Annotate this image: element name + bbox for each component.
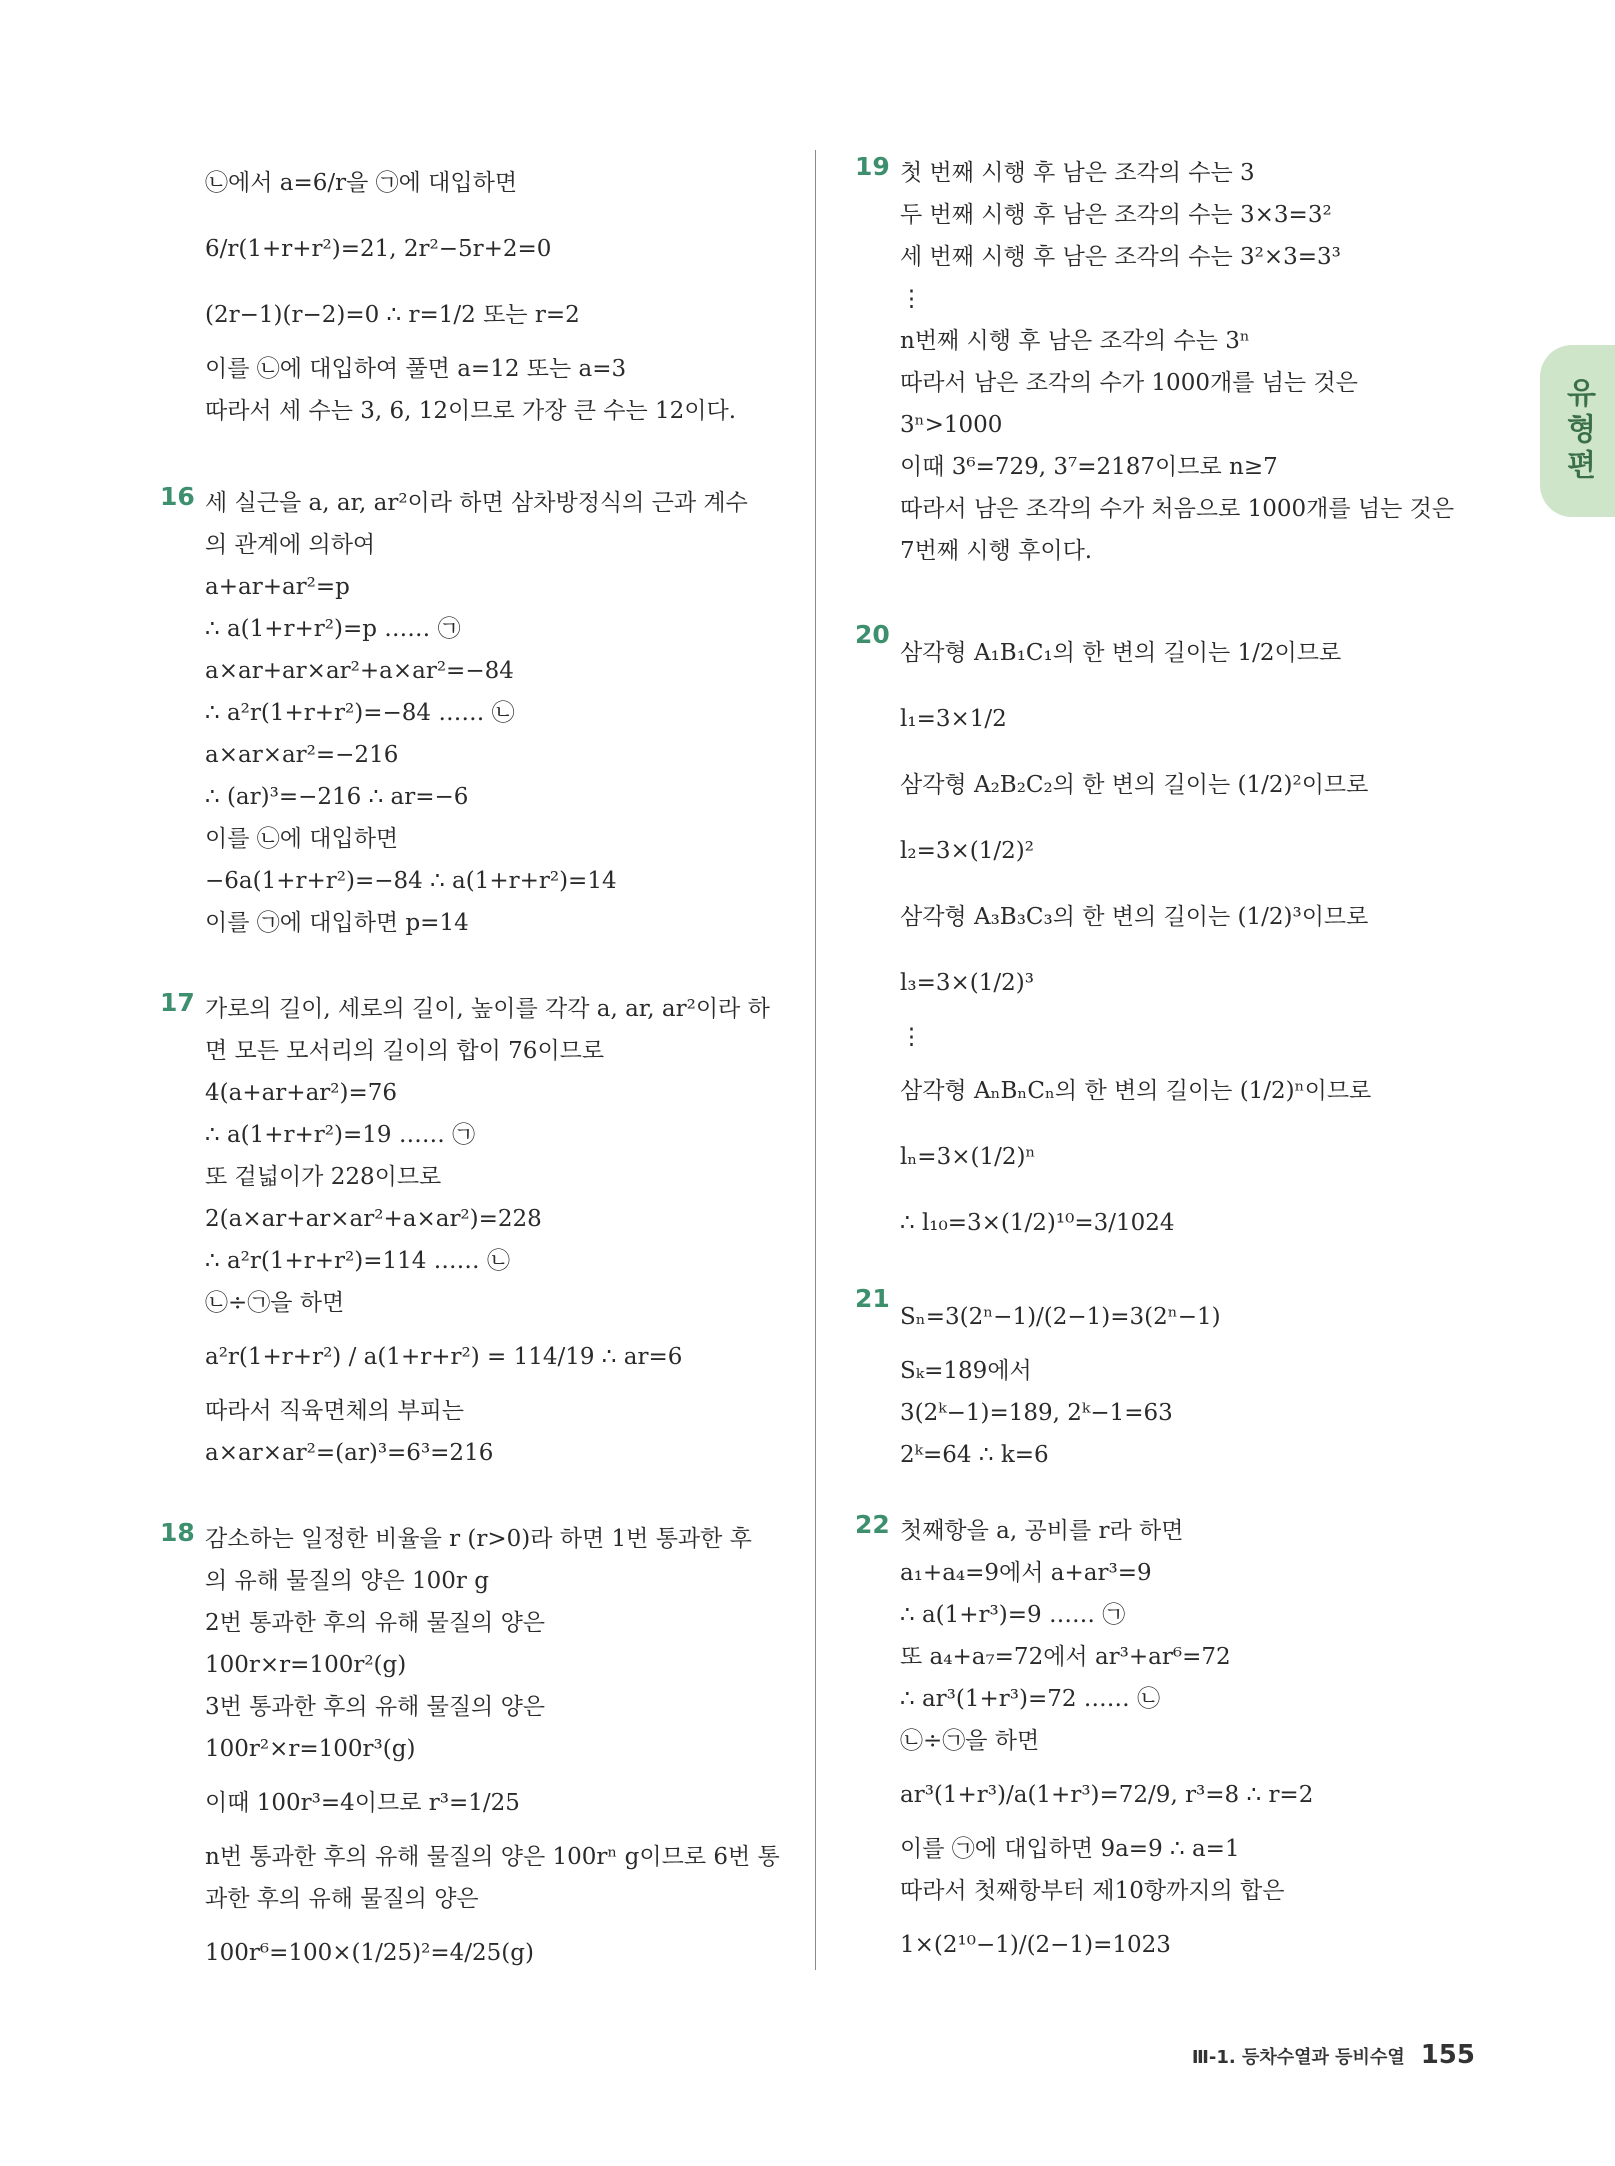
- solution-lines: [205, 150, 785, 432]
- solution-line: 가로의 길이, 세로의 길이, 높이를 각각 a, ar, ar²이라 하: [205, 996, 770, 1022]
- solution-line: l₂=3×(1/2)²: [900, 838, 1034, 864]
- problem-number: 18: [160, 1518, 195, 1547]
- solution-line: ∴ a(1+r+r²)=19 …… ㉠: [205, 1122, 476, 1148]
- solution-line: 따라서 남은 조각의 수가 처음으로 1000개를 넘는 것은: [900, 496, 1455, 522]
- solution-line: 세 번째 시행 후 남은 조각의 수는 3²×3=3³: [900, 244, 1341, 270]
- solution-line: 따라서 직육면체의 부피는: [205, 1398, 465, 1424]
- solution-line: 두 번째 시행 후 남은 조각의 수는 3×3=3²: [900, 202, 1332, 228]
- section-tab-label: 유형편: [1560, 377, 1596, 485]
- solution-line: ∴ a²r(1+r+r²)=−84 …… ㉡: [205, 700, 515, 726]
- problem-number: 20: [855, 620, 890, 649]
- solution-line: 의 유해 물질의 양은 100r g: [205, 1568, 489, 1594]
- solution-line: ar³(1+r³)/a(1+r³)=72/9, r³=8 ∴ r=2: [900, 1782, 1314, 1808]
- solution-lines: [900, 1284, 1495, 1476]
- solution-line: 이를 ㉠에 대입하면 9a=9 ∴ a=1: [900, 1836, 1240, 1862]
- solution-line: ∴ a(1+r³)=9 …… ㉠: [900, 1602, 1126, 1628]
- solution-line: 3ⁿ>1000: [900, 412, 1003, 438]
- solution-line: ∴ l₁₀=3×(1/2)¹⁰=3/1024: [900, 1210, 1175, 1236]
- solution-line: 삼각형 AₙBₙCₙ의 한 변의 길이는 (1/2)ⁿ이므로: [900, 1078, 1372, 1104]
- solution-lines: [900, 1510, 1495, 1978]
- solution-line: l₁=3×1/2: [900, 706, 1007, 732]
- problem-number: 21: [855, 1284, 890, 1313]
- solution-line: ∴ a²r(1+r+r²)=114 …… ㉡: [205, 1248, 510, 1274]
- solution-line: l₃=3×(1/2)³: [900, 970, 1034, 996]
- solution-line: a₁+a₄=9에서 a+ar³=9: [900, 1560, 1152, 1586]
- solution-lines: [205, 482, 785, 944]
- section-tab: [1540, 345, 1615, 517]
- solution-line: 의 관계에 의하여: [205, 532, 376, 558]
- solution-line: ⋮: [900, 286, 923, 312]
- solution-line: ∴ ar³(1+r³)=72 …… ㉡: [900, 1686, 1161, 1712]
- problem-number: 19: [855, 152, 890, 181]
- solution-line: 이를 ㉡에 대입하면: [205, 826, 399, 852]
- solution-line: n번 통과한 후의 유해 물질의 양은 100rⁿ g이므로 6번 통: [205, 1844, 780, 1870]
- chapter-title: Ⅲ-1. 등차수열과 등비수열: [1191, 2047, 1405, 2068]
- page-number: 155: [1420, 2040, 1475, 2070]
- solution-line: −6a(1+r+r²)=−84 ∴ a(1+r+r²)=14: [205, 868, 617, 894]
- solution-line: 4(a+ar+ar²)=76: [205, 1080, 398, 1106]
- problem-number: 16: [160, 482, 195, 511]
- solution-line: 첫 번째 시행 후 남은 조각의 수는 3: [900, 160, 1255, 186]
- solution-line: 면 모든 모서리의 길이의 합이 76이므로: [205, 1038, 605, 1064]
- solution-line: 이때 3⁶=729, 3⁷=2187이므로 n≥7: [900, 454, 1278, 480]
- solution-line: Sₖ=189에서: [900, 1358, 1032, 1384]
- solution-line: a²r(1+r+r²) / a(1+r+r²) = 114/19 ∴ ar=6: [205, 1344, 683, 1370]
- solution-line: 과한 후의 유해 물질의 양은: [205, 1886, 479, 1912]
- solution-line: ㉡÷㉠을 하면: [205, 1290, 345, 1316]
- solution-line: ∴ (ar)³=−216 ∴ ar=−6: [205, 784, 469, 810]
- solution-line: 이를 ㉡에 대입하여 풀면 a=12 또는 a=3: [205, 356, 627, 382]
- problem-number: 22: [855, 1510, 890, 1539]
- solution-line: 1×(2¹⁰−1)/(2−1)=1023: [900, 1932, 1171, 1958]
- solution-line: 100r²×r=100r³(g): [205, 1736, 416, 1762]
- solution-line: 감소하는 일정한 비율을 r (r>0)라 하면 1번 통과한 후: [205, 1526, 752, 1552]
- solution-line: 이때 100r³=4이므로 r³=1/25: [205, 1790, 520, 1816]
- solution-line: ㉡에서 a=6/r을 ㉠에 대입하면: [205, 170, 518, 196]
- solution-lines: [900, 620, 1495, 1256]
- solution-line: a×ar×ar²=(ar)³=6³=216: [205, 1440, 494, 1466]
- page-footer: [1192, 2040, 1475, 2070]
- solution-lines: [205, 1518, 785, 1986]
- solution-line: lₙ=3×(1/2)ⁿ: [900, 1144, 1036, 1170]
- solution-line: 7번째 시행 후이다.: [900, 538, 1093, 564]
- problem-number: 17: [160, 988, 195, 1017]
- solution-line: Sₙ=3(2ⁿ−1)/(2−1)=3(2ⁿ−1): [900, 1304, 1221, 1330]
- solution-line: 또 a₄+a₇=72에서 ar³+ar⁶=72: [900, 1644, 1231, 1670]
- solution-line: 100r⁶=100×(1/25)²=4/25(g): [205, 1940, 534, 1966]
- solution-line: a×ar×ar²=−216: [205, 742, 399, 768]
- solution-lines: [205, 988, 785, 1474]
- solution-line: ∴ a(1+r+r²)=p …… ㉠: [205, 616, 461, 642]
- solution-line: 따라서 세 수는 3, 6, 12이므로 가장 큰 수는 12이다.: [205, 398, 737, 424]
- solution-line: a+ar+ar²=p: [205, 574, 350, 600]
- solution-line: 삼각형 A₁B₁C₁의 한 변의 길이는 1/2이므로: [900, 640, 1342, 666]
- solution-line: 이를 ㉠에 대입하면 p=14: [205, 910, 469, 936]
- solution-line: 2번 통과한 후의 유해 물질의 양은: [205, 1610, 546, 1636]
- solution-line: 첫째항을 a, 공비를 r라 하면: [900, 1518, 1184, 1544]
- solution-line: 2ᵏ=64 ∴ k=6: [900, 1442, 1049, 1468]
- solution-line: 3(2ᵏ−1)=189, 2ᵏ−1=63: [900, 1400, 1173, 1426]
- solution-line: 삼각형 A₃B₃C₃의 한 변의 길이는 (1/2)³이므로: [900, 904, 1369, 930]
- solution-line: ⋮: [900, 1024, 923, 1050]
- solution-line: a×ar+ar×ar²+a×ar²=−84: [205, 658, 514, 684]
- column-divider: [815, 150, 816, 1970]
- solution-line: 삼각형 A₂B₂C₂의 한 변의 길이는 (1/2)²이므로: [900, 772, 1369, 798]
- solution-line: 세 실근을 a, ar, ar²이라 하면 삼차방정식의 근과 계수: [205, 490, 748, 516]
- solution-line: n번째 시행 후 남은 조각의 수는 3ⁿ: [900, 328, 1250, 354]
- solution-line: 100r×r=100r²(g): [205, 1652, 407, 1678]
- solution-line: (2r−1)(r−2)=0 ∴ r=1/2 또는 r=2: [205, 302, 580, 328]
- solution-line: 또 겉넓이가 228이므로: [205, 1164, 442, 1190]
- solution-line: 6/r(1+r+r²)=21, 2r²−5r+2=0: [205, 236, 552, 262]
- solution-line: 따라서 남은 조각의 수가 1000개를 넘는 것은: [900, 370, 1358, 396]
- solution-line: 따라서 첫째항부터 제10항까지의 합은: [900, 1878, 1285, 1904]
- solution-line: 3번 통과한 후의 유해 물질의 양은: [205, 1694, 546, 1720]
- solution-line: 2(a×ar+ar×ar²+a×ar²)=228: [205, 1206, 542, 1232]
- solution-line: ㉡÷㉠을 하면: [900, 1728, 1040, 1754]
- solution-lines: [900, 152, 1495, 572]
